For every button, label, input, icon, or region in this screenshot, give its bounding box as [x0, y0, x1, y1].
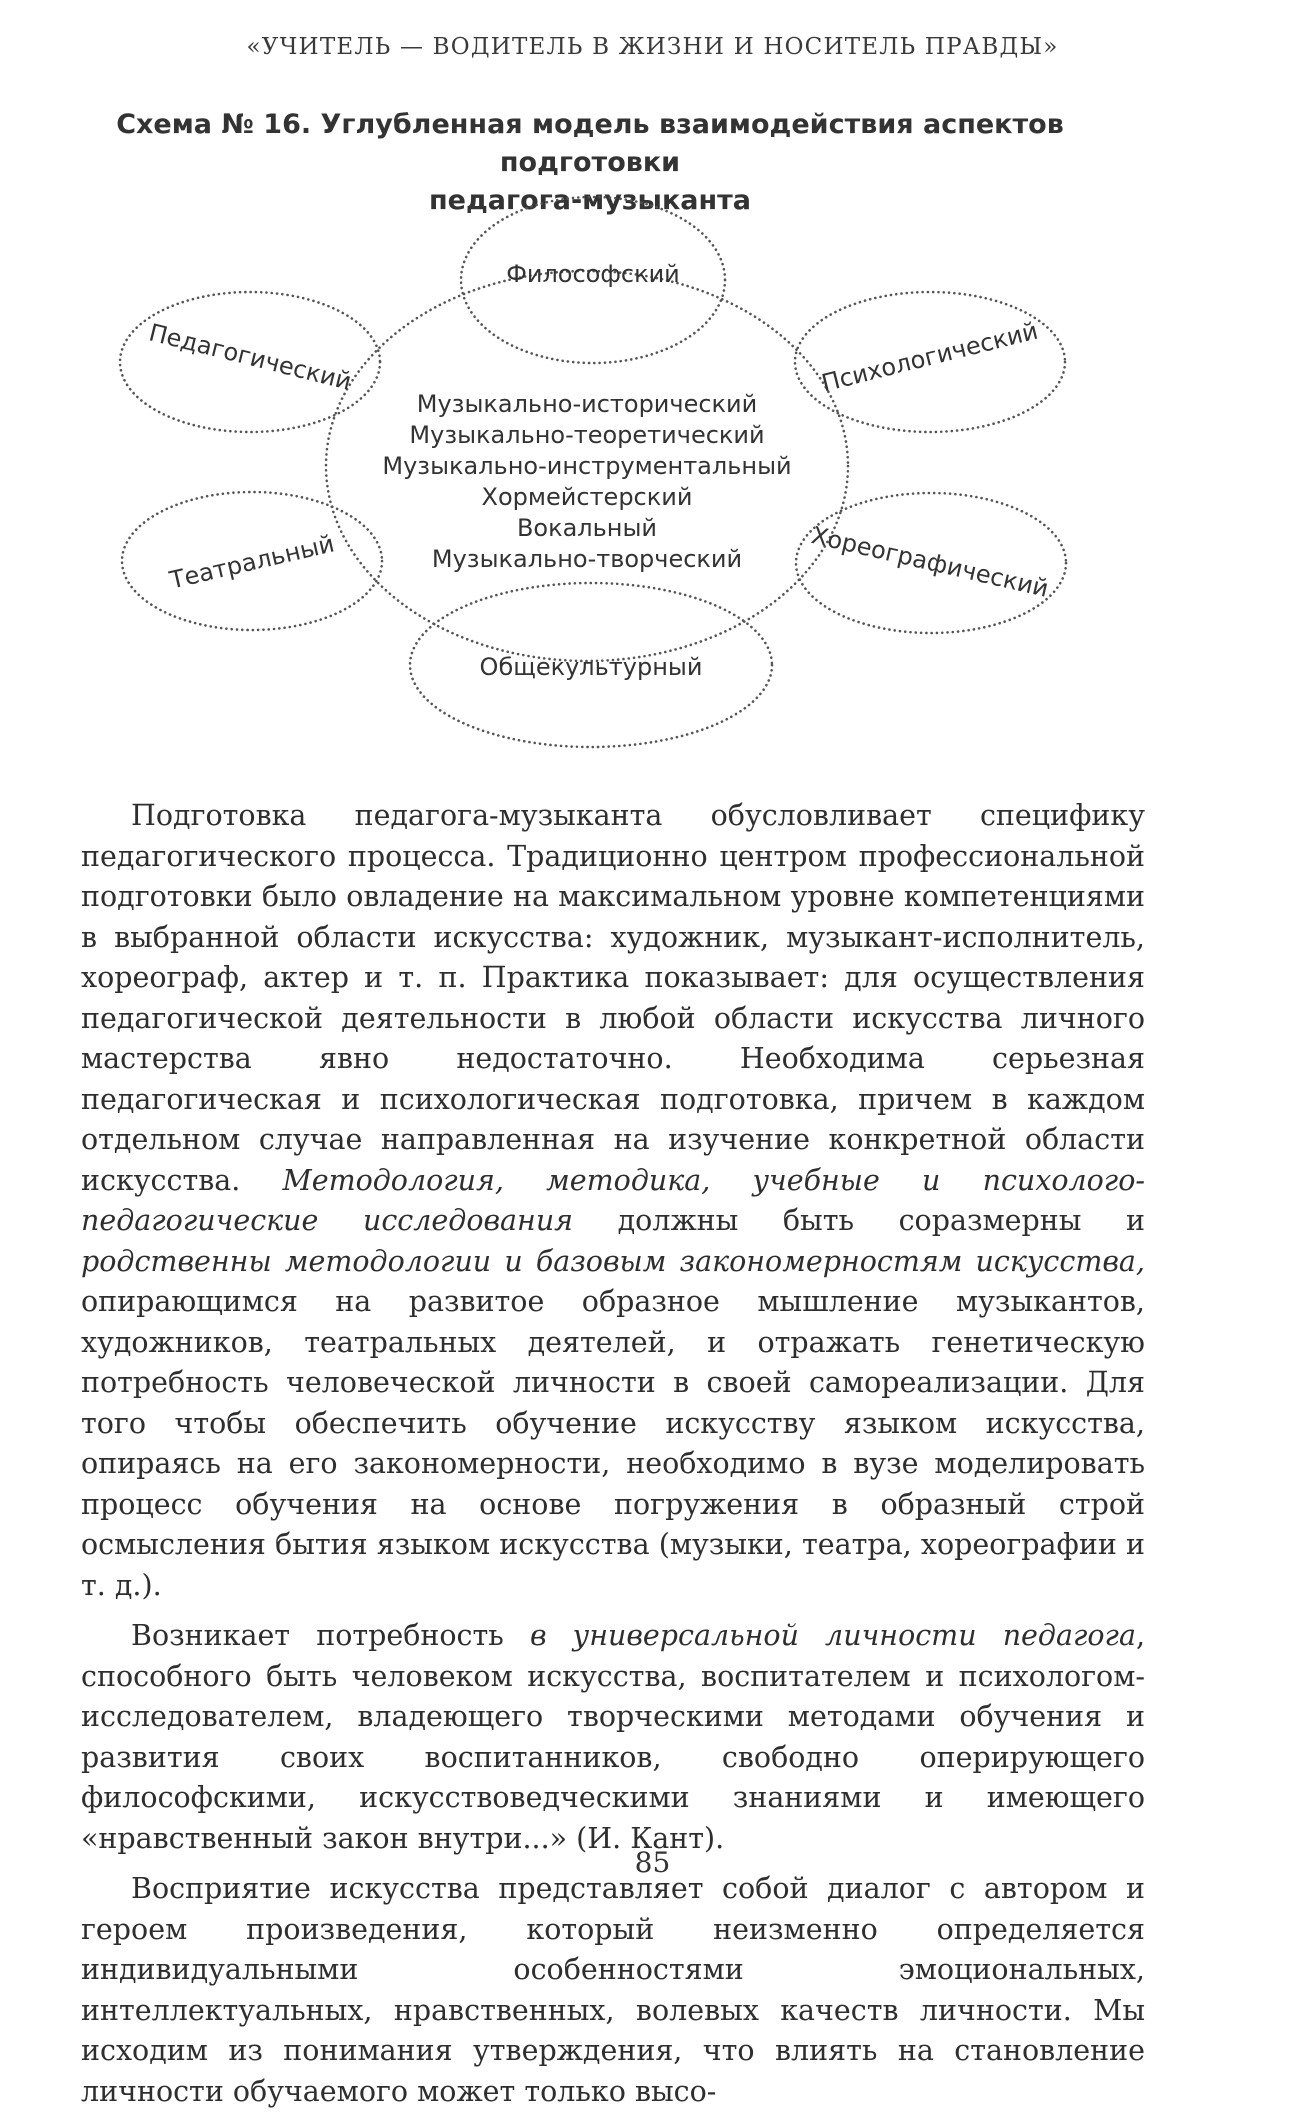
paragraph-3: Восприятие искусства представляет собой диалог с автором и героем произведения, который неизменно определяется индивидуальными особенностями эмоциональных, интеллектуальных, нравственных, волевых качеств личности. Мы исходим из понимания утверждения, что влиять на становление личности обучаемого может только высо-: [81, 1872, 1145, 2108]
aspect-pedagogical: Педагогический: [146, 318, 355, 396]
aspect-psychological: Психологический: [818, 316, 1041, 398]
paragraph-1-part-e: опирающимся на развитое образное мышление музыкантов, художников, театральных деятелей, и отражать генетическую потребность человеческой личности в своей самореализации. Для того чтобы обеспечить обучение искусству языком искусства, опираясь на его закономерности, необходимо в вузе моделировать процесс обучения на основе погружения в образный строй осмысления бытия языком искусства (музыки, театра, хореографии и т. д.).: [81, 1285, 1145, 1602]
paragraph-2-part-c: , способного быть человеком искусства, воспитателем и психологом-исследователем, владеющего творческими методами обучения и развития своих воспитанников, свободно оперирующего философскими, искусствоведческими знаниями и имеющего «нравственный закон внутри...» (И. Кант).: [81, 1619, 1145, 1855]
aspect-theatrical: Театральный: [167, 529, 337, 595]
page-number: 85: [634, 1846, 671, 1879]
aspect-general-cultural: Общекультурный: [479, 653, 703, 681]
paragraph-1-emphasis-2: родственны методологии и базовым закономерностям искусства,: [81, 1244, 1145, 1278]
core-aspect-1: Музыкально-исторический: [416, 390, 758, 418]
core-aspect-2: Музыкально-теоретический: [409, 421, 765, 449]
aspect-choreographic: Хореографический: [808, 521, 1052, 603]
paragraph-2: [81, 1616, 1145, 1859]
paragraph-1-part-c: должны быть соразмерны и: [573, 1204, 1146, 1237]
running-head: «УЧИТЕЛЬ — ВОДИТЕЛЬ В ЖИЗНИ И НОСИТЕЛЬ ПРАВДЫ»: [246, 34, 1059, 60]
core-aspects-list: [382, 390, 791, 573]
paragraph-2-emphasis: в универсальной личности педагога: [529, 1619, 1136, 1652]
core-aspect-3: Музыкально-инструментальный: [382, 452, 792, 480]
scheme-title-line-2: педагога-музыканта: [428, 185, 752, 216]
paragraph-2-part-a: Возникает потребность: [131, 1619, 530, 1652]
aspect-philosophical: Философский: [506, 260, 680, 288]
core-aspect-4: Хормейстерский: [481, 483, 693, 511]
aspects-diagram: [0, 190, 1305, 750]
scheme-title-line-1: Схема № 16. Углубленная модель взаимодействия аспектов подготовки: [116, 109, 1064, 178]
paragraph-1: [81, 796, 1145, 1606]
body-text: [81, 796, 1145, 2122]
paragraph-1-emphasis-1: Методология, методика, учебные и психолого-педагогические исследования: [81, 1163, 1145, 1237]
core-aspect-6: Музыкально-творческий: [431, 545, 743, 573]
core-aspect-5: Вокальный: [516, 514, 658, 542]
paragraph-1-part-a: Подготовка педагога-музыканта обусловливает специфику педагогического процесса. Традиционно центром профессиональной подготовки было овладение на максимальном уровне компетенциями в выбранной области искусства: художник, музыкант-исполнитель, хореограф, актер и т. п. Практика показывает: для осуществления педагогической деятельности в любой области искусства личного мастерства явно недостаточно. Необходима серьезная педагогическая и психологическая подготовка, причем в каждом отдельном случае направленная на изучение конкретной области искусства.: [81, 799, 1145, 1197]
